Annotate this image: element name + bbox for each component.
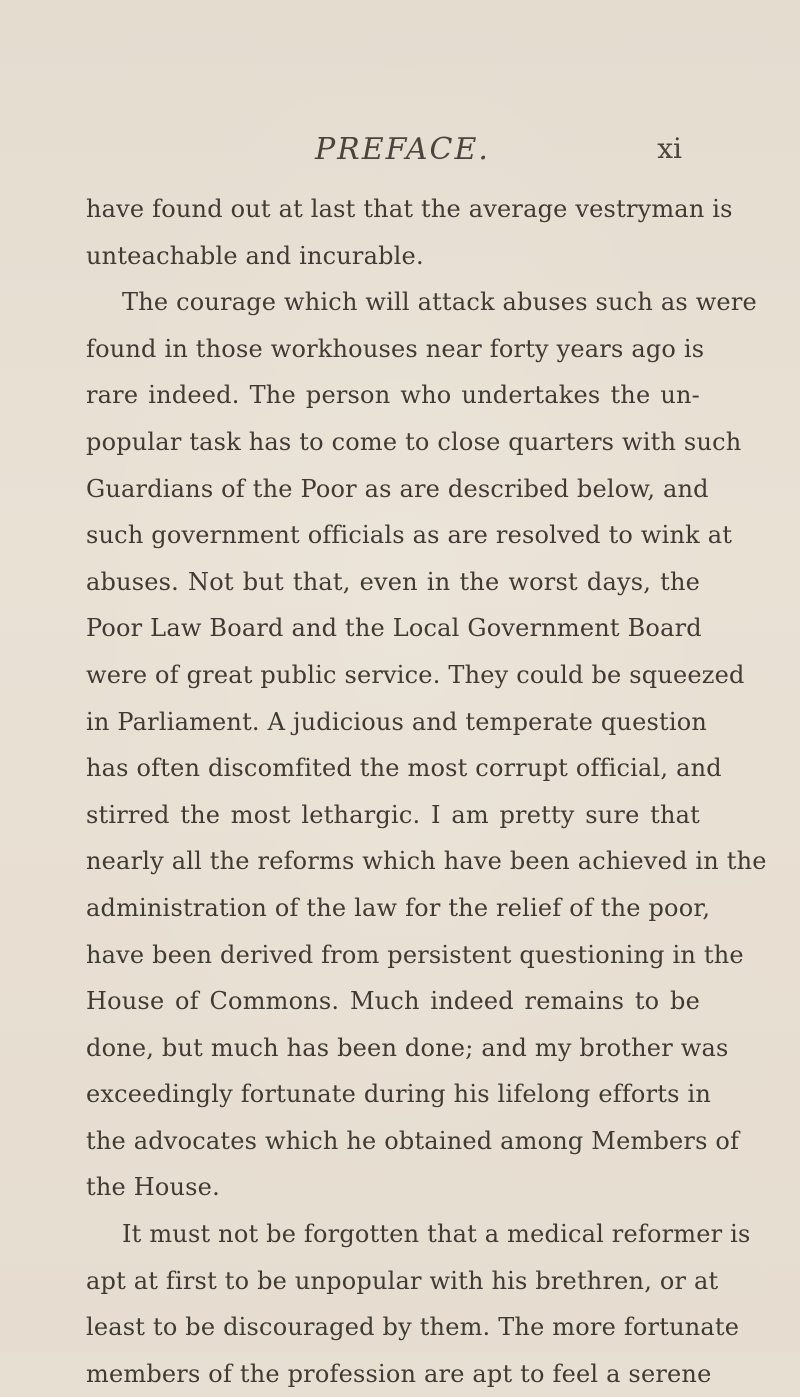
text-line: have been derived from persistent questioning in the — [86, 940, 744, 969]
text-line: done, but much has been done; and my brother was — [86, 1033, 729, 1062]
page-number: xi — [657, 132, 682, 165]
text-line: nearly all the reforms which have been achieved in the — [86, 847, 767, 876]
text-line: the House. — [86, 1173, 220, 1202]
text-line: have found out at last that the average vestryman is — [86, 195, 733, 223]
text-line: administration of the law for the relief of the poor, — [86, 893, 711, 922]
text-line: least to be discouraged by them. The more fortunate — [86, 1313, 740, 1342]
text-line: were of great public service. They could be squeezed — [86, 660, 745, 689]
text-line: in Parliament. A judicious and temperate question — [86, 707, 708, 736]
text-line: rare indeed. The person who undertakes the un- — [86, 381, 700, 410]
text-line: House of Commons. Much indeed remains to be — [86, 987, 700, 1016]
text-line: The courage which will attack abuses such as were — [122, 288, 757, 317]
text-line: unteachable and incurable. — [86, 241, 424, 270]
text-line: abuses. Not but that, even in the worst days, the — [86, 567, 700, 596]
text-line: popular task has to come to close quarters with such — [86, 427, 742, 456]
text-line: members of the profession are apt to feel a serene — [86, 1359, 712, 1388]
text-line: the advocates which he obtained among Members of — [86, 1126, 740, 1155]
running-head — [260, 132, 700, 172]
text-line: apt at first to be unpopular with his brethren, or at — [86, 1266, 719, 1295]
text-line: It must not be forgotten that a medical reformer is — [122, 1220, 751, 1249]
text-line: stirred the most lethargic. I am pretty sure that — [86, 800, 700, 829]
text-line: Poor Law Board and the Local Government Board — [86, 614, 702, 643]
text-line: such government officials as are resolved to wink at — [86, 521, 733, 550]
page-title: PREFACE. — [315, 132, 490, 167]
text-line: Guardians of the Poor as are described below, and — [86, 474, 709, 503]
text-line: found in those workhouses near forty years ago is — [86, 334, 705, 363]
body-text — [86, 186, 767, 1397]
text-line: has often discomfited the most corrupt official, and — [86, 754, 722, 783]
text-line: exceedingly fortunate during his lifelong efforts in — [86, 1080, 711, 1109]
